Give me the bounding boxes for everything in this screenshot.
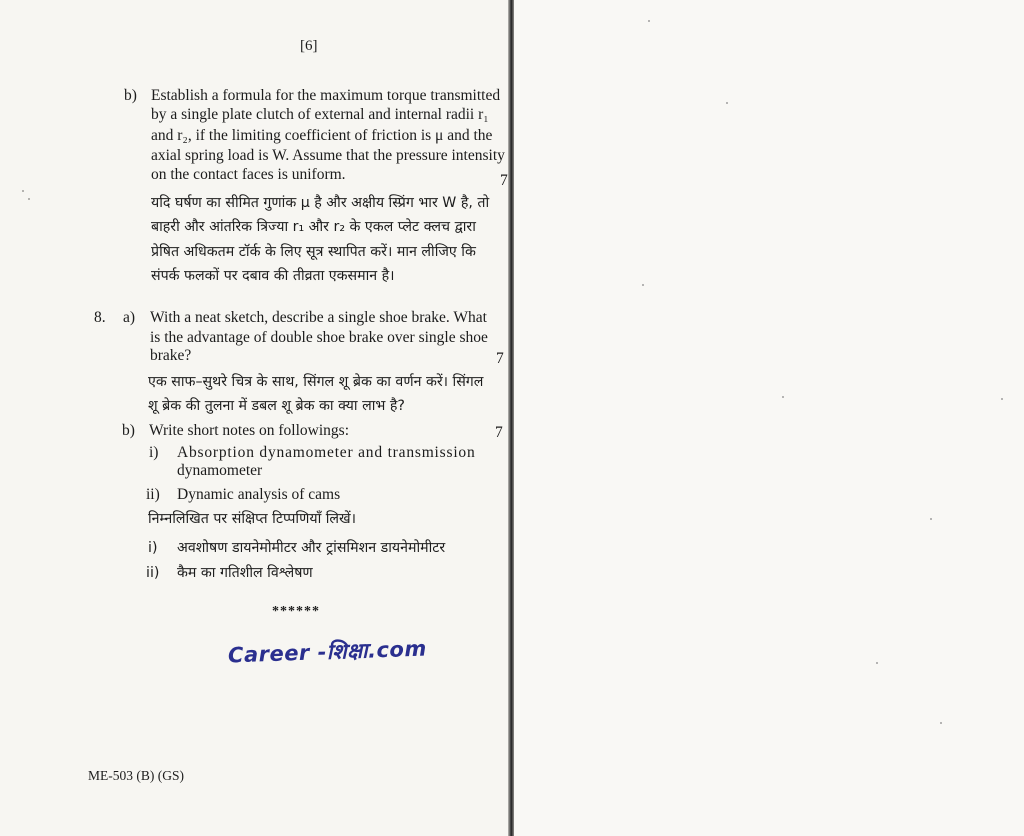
scan-speck — [648, 20, 650, 22]
q8b-item-1-line-2: dynamometer — [177, 462, 263, 479]
q8a-hindi-line-2: शू ब्रेक की तुलना में डबल शू ब्रेक का क्या लाभ है? — [148, 398, 405, 414]
q8b-hindi-item-2-text: कैम का गतिशील विश्लेषण — [177, 565, 313, 581]
q8b-hindi-intro: निम्नलिखित पर संक्षिप्त टिप्पणियाँ लिखें। — [148, 511, 357, 527]
scan-speck — [930, 518, 932, 520]
q8b-item-1-line-1: Absorption dynamometer and transmission — [177, 444, 476, 461]
q8b-label: b) — [122, 422, 135, 439]
q7b-english-line-2: by a single plate clutch of external and internal radii r₁ — [151, 106, 489, 123]
book-spine — [508, 0, 514, 836]
q7b-english-line-1: Establish a formula for the maximum torque transmitted — [151, 87, 501, 104]
q7b-english-line-3: and r₂, if the limiting coefficient of friction is μ and the — [151, 127, 493, 144]
q8a-english-line-1: With a neat sketch, describe a single shoe brake. What — [150, 309, 487, 326]
q7b-hindi-line-1: यदि घर्षण का सीमित गुणांक μ है और अक्षीय स्प्रिंग भार W है, तो — [151, 195, 490, 211]
scan-speck — [940, 722, 942, 724]
watermark-stamp: Career -शिक्षा.com — [227, 636, 428, 668]
q7b-hindi-line-4: संपर्क फलकों पर दबाव की तीव्रता एकसमान है। — [151, 268, 395, 284]
end-of-paper-marker: ****** — [272, 604, 320, 619]
q8a-english-line-3: brake? — [150, 347, 192, 364]
q8-number: 8. — [94, 309, 106, 326]
scan-speck — [782, 396, 784, 398]
q8a-label: a) — [123, 309, 136, 326]
q7b-label: b) — [124, 87, 137, 104]
q7b-marks: 7 — [500, 172, 508, 189]
footer-paper-code: ME-503 (B) (GS) — [88, 768, 184, 783]
q8b-hindi-item-2-label: ii) — [146, 565, 160, 581]
scan-speck — [642, 284, 644, 286]
scan-speck — [28, 198, 30, 200]
q8a-english-line-2: is the advantage of double shoe brake over single shoe — [150, 329, 488, 346]
q8a-marks: 7 — [496, 350, 504, 367]
q7b-english-line-4: axial spring load is W. Assume that the pressure intensity — [151, 147, 505, 164]
q8b-item-2-line-1: Dynamic analysis of cams — [177, 486, 341, 503]
q8b-item-1-label: i) — [149, 444, 159, 461]
q7b-english-line-5: on the contact faces is uniform. — [151, 166, 346, 183]
q8b-marks: 7 — [495, 424, 503, 441]
q7b-hindi-line-2: बाहरी और आंतरिक त्रिज्या r₁ और r₂ के एकल प्लेट क्लच द्वारा — [151, 219, 476, 235]
q8a-hindi-line-1: एक साफ–सुथरे चित्र के साथ, सिंगल शू ब्रेक का वर्णन करें। सिंगल — [148, 374, 484, 390]
right-page-blank — [514, 0, 1024, 836]
q8b-hindi-item-1-text: अवशोषण डायनेमोमीटर और ट्रांसमिशन डायनेमोमीटर — [177, 540, 446, 556]
q8b-item-2-label: ii) — [146, 486, 160, 503]
scan-speck — [726, 102, 728, 104]
q7b-hindi-line-3: प्रेषित अधिकतम टॉर्क के लिए सूत्र स्थापित करें। मान लीजिए कि — [151, 244, 476, 260]
scan-speck — [22, 190, 24, 192]
scan-speck — [1001, 398, 1003, 400]
q8b-english: Write short notes on followings: — [149, 422, 349, 439]
scan-speck — [876, 662, 878, 664]
q8b-hindi-item-1-label: i) — [148, 540, 158, 556]
page-number: [6] — [300, 38, 318, 54]
